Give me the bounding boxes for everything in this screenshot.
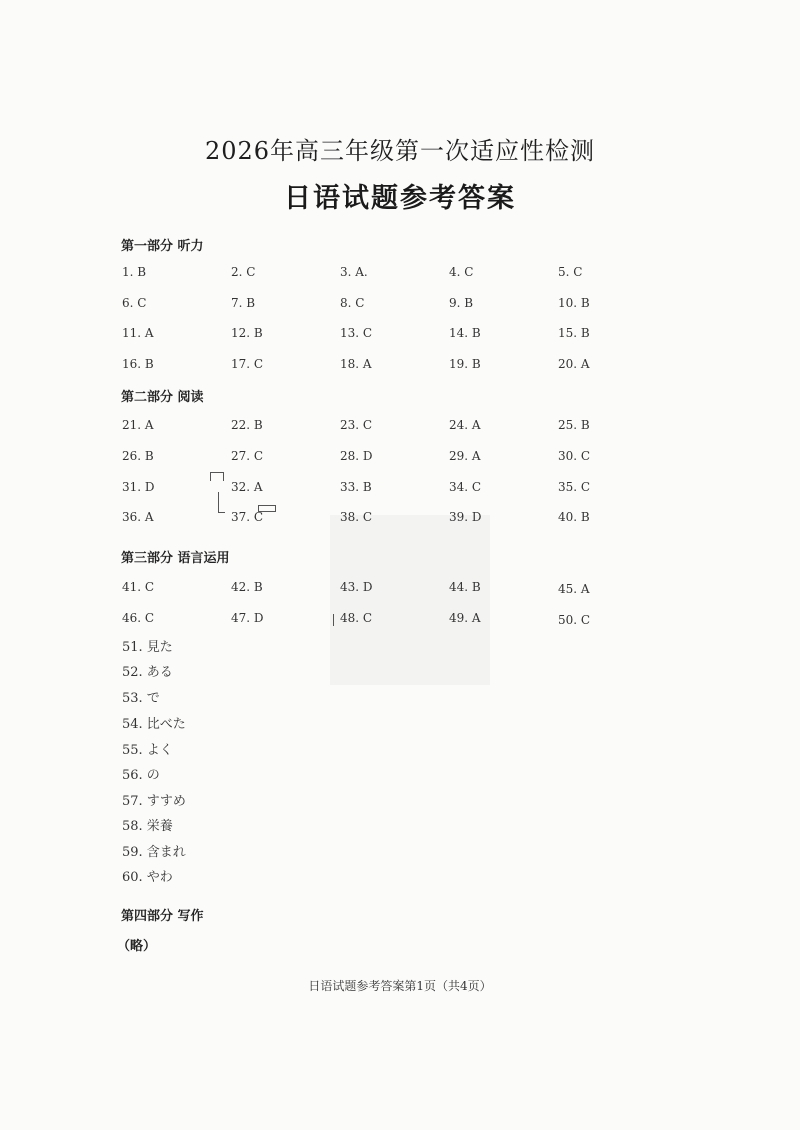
answer-item: 46. C: [122, 611, 155, 625]
document-subtitle: 日语试题参考答案: [284, 183, 516, 214]
fill-answer-item: 54. 比べた: [122, 717, 186, 732]
document-title: 2026年高三年级第一次适应性检测: [204, 137, 596, 165]
fill-answer-item: 60. やわ: [122, 870, 173, 885]
answer-item: 16. B: [122, 357, 154, 371]
answer-item: 3. A.: [340, 265, 368, 279]
answer-item: 18. A: [340, 357, 372, 371]
section-heading-writing: 第四部分 写作: [121, 909, 204, 924]
answer-item: 5. C: [558, 265, 583, 279]
answer-item: 17. C: [231, 357, 264, 371]
answer-item: 35. C: [558, 480, 591, 494]
fill-answer-item: 53. で: [122, 691, 160, 706]
section-heading-listening: 第一部分 听力: [121, 239, 204, 254]
answer-item: 44. B: [449, 580, 481, 594]
answer-item: 43. D: [340, 580, 373, 594]
page-footer: 日语试题参考答案第1页（共4页）: [308, 979, 492, 993]
answer-item: 29. A: [449, 449, 481, 463]
answer-item: 27. C: [231, 449, 264, 463]
answer-item: 28. D: [340, 449, 373, 463]
answer-item: 50. C: [558, 613, 591, 627]
answer-item: 36. A: [122, 510, 154, 524]
answer-item: 20. A: [558, 357, 590, 371]
answer-item: 19. B: [449, 357, 481, 371]
answer-item: 12. B: [231, 326, 263, 340]
answer-item: 42. B: [231, 580, 263, 594]
answer-item: 32. A: [231, 480, 263, 494]
answer-item: 47. D: [231, 611, 264, 625]
fill-answer-item: 57. すすめ: [122, 794, 186, 809]
section-heading-language-use: 第三部分 语言运用: [121, 551, 230, 566]
answer-item: 24. A: [449, 418, 481, 432]
answer-item: 26. B: [122, 449, 154, 463]
answer-item: 21. A: [122, 418, 154, 432]
answer-item: 15. B: [558, 326, 590, 340]
answer-item: 33. B: [340, 480, 372, 494]
answer-item: 4. C: [449, 265, 474, 279]
answer-item: 38. C: [340, 510, 373, 524]
scan-artifact-mark: [218, 492, 225, 513]
answer-item: 9. B: [449, 296, 474, 310]
answer-item: 6. C: [122, 296, 147, 310]
fill-answer-item: 59. 含まれ: [122, 845, 186, 860]
fill-answer-item: 58. 栄養: [122, 819, 173, 834]
section-heading-reading: 第二部分 阅读: [121, 390, 204, 405]
answer-item: 34. C: [449, 480, 482, 494]
answer-item: 23. C: [340, 418, 373, 432]
answer-item: 30. C: [558, 449, 591, 463]
answer-item: 37. C: [231, 510, 264, 524]
answer-item: 22. B: [231, 418, 263, 432]
fill-answer-item: 51. 見た: [122, 640, 173, 655]
scan-smudge: [330, 515, 490, 685]
answer-item: 25. B: [558, 418, 590, 432]
answer-item: 1. B: [122, 265, 147, 279]
scan-artifact-mark: [210, 472, 224, 481]
answer-item: 14. B: [449, 326, 481, 340]
answer-item: 48. C: [340, 611, 373, 625]
fill-answer-item: 55. よく: [122, 743, 173, 758]
answer-item: 2. C: [231, 265, 256, 279]
answer-item: 40. B: [558, 510, 590, 524]
answer-item: 41. C: [122, 580, 155, 594]
answer-item: 13. C: [340, 326, 373, 340]
answer-item: 7. B: [231, 296, 256, 310]
fill-answer-item: 52. ある: [122, 665, 173, 680]
scan-artifact-mark: [333, 614, 334, 626]
answer-item: 45. A: [558, 582, 590, 596]
answer-item: 11. A: [122, 326, 154, 340]
answer-item: 8. C: [340, 296, 365, 310]
fill-answer-item: 56. の: [122, 768, 160, 783]
answer-item: 39. D: [449, 510, 482, 524]
answer-item: 10. B: [558, 296, 590, 310]
answer-item: 49. A: [449, 611, 481, 625]
answer-item: 31. D: [122, 480, 155, 494]
scan-artifact-mark: [258, 505, 276, 512]
writing-omitted-note: （略）: [117, 939, 157, 954]
